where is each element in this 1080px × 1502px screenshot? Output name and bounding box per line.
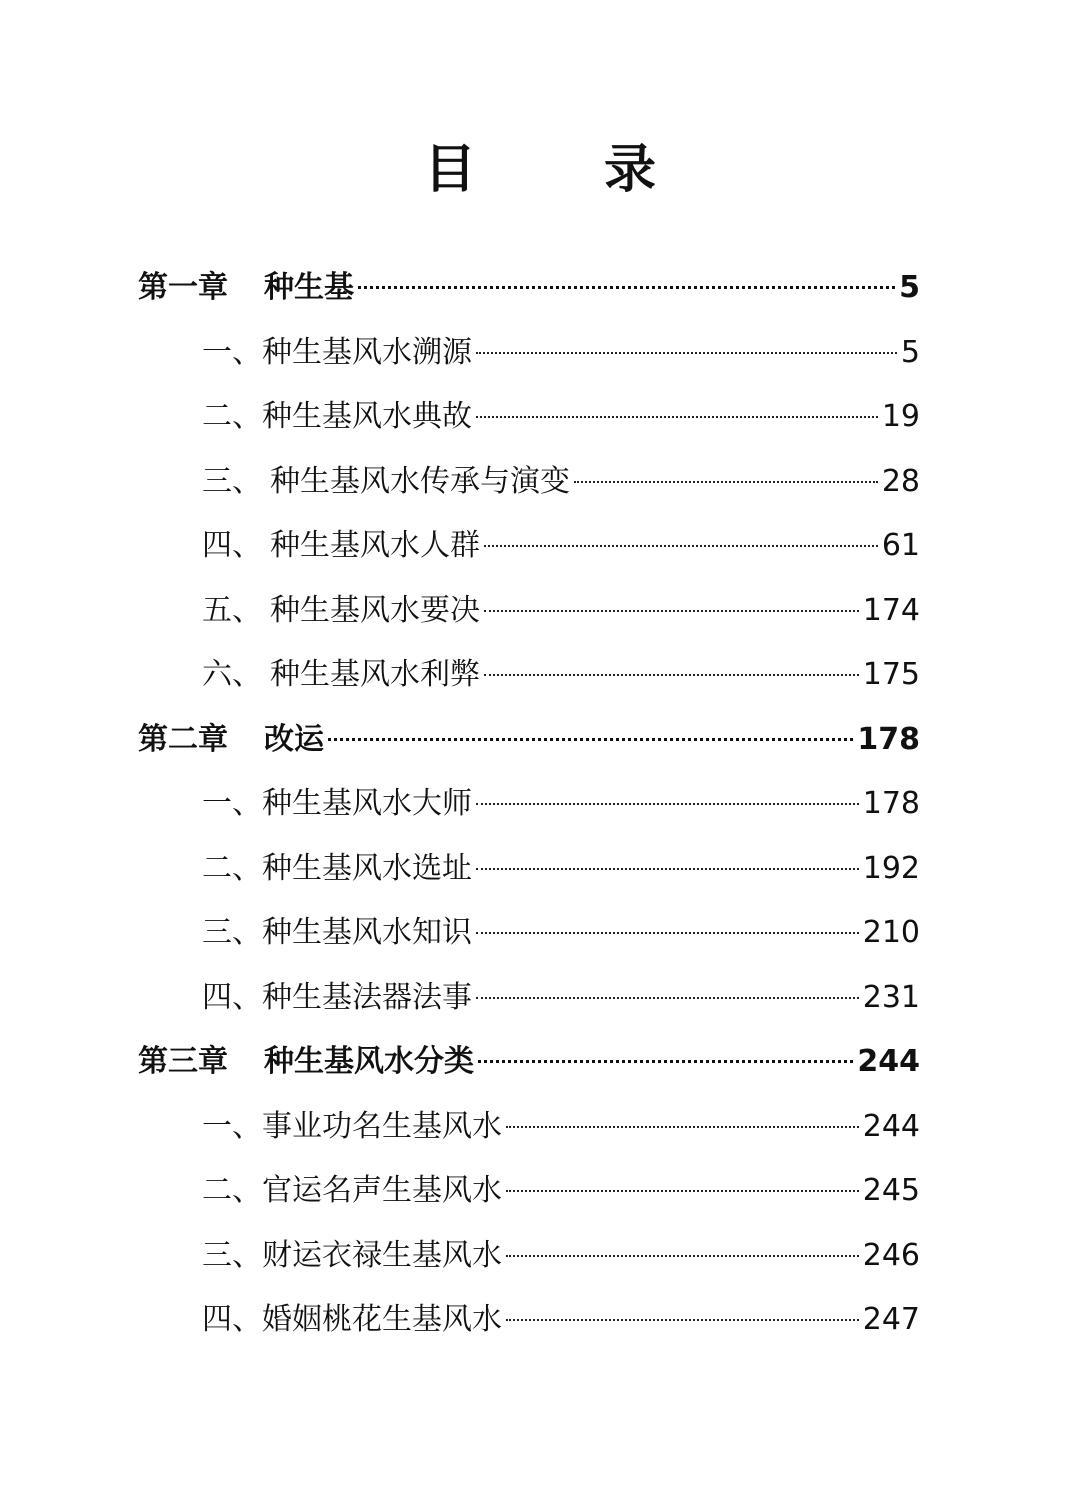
dot-leader	[476, 932, 859, 934]
toc-section-row[interactable]	[138, 1224, 920, 1289]
section-title: 婚姻桃花生基风水	[262, 1302, 502, 1337]
dot-leader	[476, 416, 878, 418]
page-number: 244	[862, 1108, 920, 1144]
chapter-number: 第二章	[138, 721, 228, 757]
section-number: 二、	[202, 1173, 262, 1208]
section-number: 四、	[202, 979, 262, 1015]
section-title: 种生基法器法事	[262, 979, 472, 1015]
section-number: 一、	[202, 334, 262, 370]
toc-section-row[interactable]	[138, 1159, 920, 1224]
page-number: 61	[881, 528, 920, 563]
section-number: 六、	[202, 657, 262, 692]
toc-chapter-row[interactable]	[138, 256, 920, 321]
section-number: 二、	[202, 399, 262, 434]
toc-section-row[interactable]	[138, 643, 920, 708]
section-number: 四、	[202, 528, 262, 563]
toc-section-row[interactable]	[138, 837, 920, 902]
section-title: 种生基风水典故	[262, 399, 472, 434]
toc-section-row[interactable]	[138, 772, 920, 837]
dot-leader	[476, 803, 859, 805]
page-number: 175	[862, 657, 920, 692]
chapter-title: 种生基	[264, 270, 354, 305]
section-number: 三、	[202, 1237, 262, 1273]
section-number: 一、	[202, 786, 262, 821]
page-number: 5	[900, 334, 920, 370]
page-number: 245	[862, 1173, 920, 1208]
dot-leader	[478, 1060, 853, 1063]
page-number: 178	[857, 721, 920, 757]
section-number: 三、	[202, 463, 262, 499]
dot-leader	[506, 1190, 859, 1192]
section-number: 一、	[202, 1108, 262, 1144]
section-title: 种生基风水知识	[262, 915, 472, 950]
dot-leader	[484, 674, 859, 676]
toc-section-row[interactable]	[138, 321, 920, 386]
page-number: 210	[862, 915, 920, 950]
dot-leader	[328, 738, 853, 741]
section-title: 官运名声生基风水	[262, 1173, 502, 1208]
section-title: 事业功名生基风水	[262, 1108, 502, 1144]
section-title: 种生基风水人群	[270, 528, 480, 563]
dot-leader	[506, 1255, 859, 1257]
dot-leader	[358, 286, 895, 289]
dot-leader	[506, 1126, 859, 1128]
section-title: 财运衣禄生基风水	[262, 1237, 502, 1273]
page-number: 28	[881, 463, 920, 499]
dot-leader	[484, 545, 878, 547]
toc-section-row[interactable]	[138, 385, 920, 450]
toc-section-row[interactable]	[138, 1095, 920, 1160]
section-number: 二、	[202, 850, 262, 886]
section-title: 种生基风水利弊	[270, 657, 480, 692]
section-title: 种生基风水选址	[262, 850, 472, 886]
toc-chapter-row[interactable]	[138, 708, 920, 773]
page-number: 247	[862, 1302, 920, 1337]
page-title: 目 录	[423, 140, 694, 200]
section-title: 种生基风水传承与演变	[270, 463, 570, 499]
chapter-number: 第三章	[138, 1044, 228, 1079]
toc-section-row[interactable]	[138, 1288, 920, 1353]
toc-section-row[interactable]	[138, 901, 920, 966]
chapter-number: 第一章	[138, 270, 228, 305]
toc-section-row[interactable]	[138, 579, 920, 644]
page-number: 19	[881, 399, 920, 434]
toc-section-row[interactable]	[138, 966, 920, 1031]
dot-leader	[476, 868, 859, 870]
toc-chapter-row[interactable]	[138, 1030, 920, 1095]
dot-leader	[476, 352, 897, 354]
page-number: 174	[862, 592, 920, 628]
dot-leader	[484, 610, 859, 612]
page-number: 5	[899, 270, 920, 305]
page-number: 231	[862, 979, 920, 1015]
chapter-title: 改运	[264, 721, 324, 757]
toc-section-row[interactable]	[138, 450, 920, 515]
dot-leader	[476, 997, 859, 999]
chapter-title: 种生基风水分类	[264, 1044, 474, 1079]
page-number: 244	[857, 1044, 920, 1079]
dot-leader	[574, 481, 878, 483]
section-title: 种生基风水溯源	[262, 334, 472, 370]
section-title: 种生基风水大师	[262, 786, 472, 821]
page-number: 178	[862, 786, 920, 821]
page-number: 246	[862, 1237, 920, 1273]
section-number: 五、	[202, 592, 262, 628]
table-of-contents	[138, 256, 920, 1353]
dot-leader	[506, 1319, 859, 1321]
section-number: 四、	[202, 1302, 262, 1337]
section-number: 三、	[202, 915, 262, 950]
toc-section-row[interactable]	[138, 514, 920, 579]
section-title: 种生基风水要决	[270, 592, 480, 628]
page-number: 192	[862, 850, 920, 886]
